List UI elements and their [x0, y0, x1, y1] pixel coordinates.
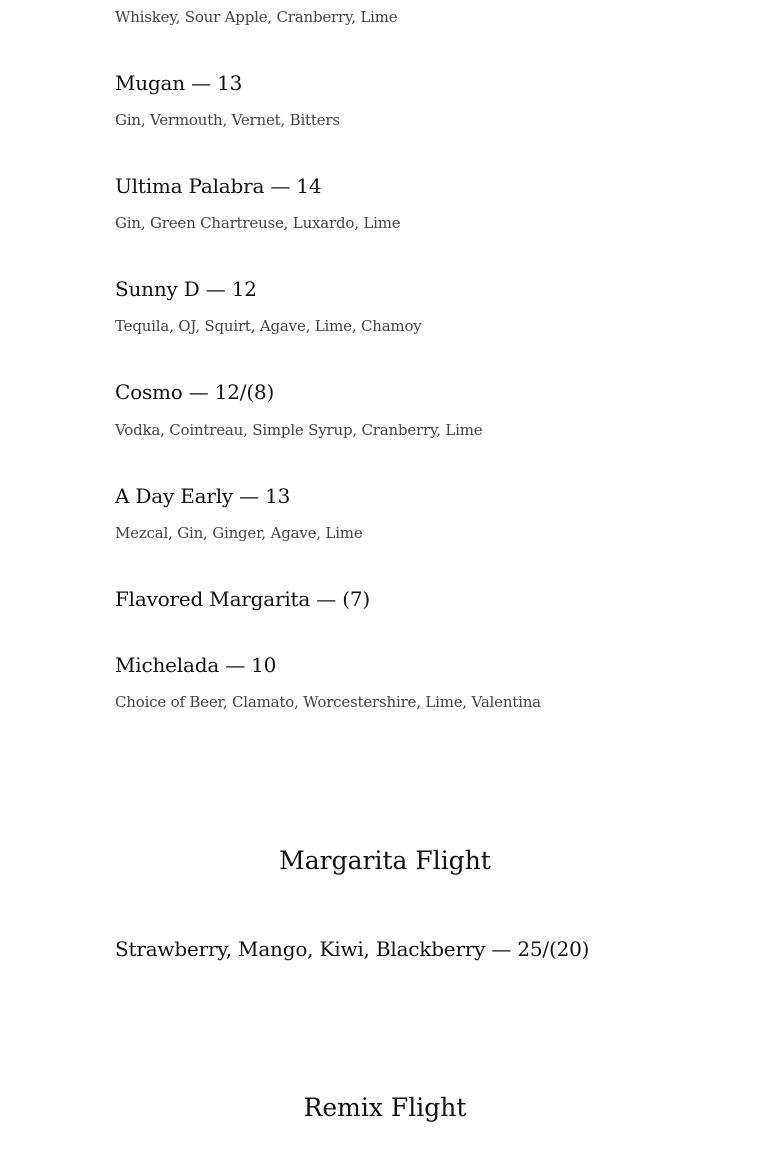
menu-item-description: Choice of Beer, Clamato, Worcestershire, Lime, Valentina — [115, 693, 541, 711]
menu-item-description: Whiskey, Sour Apple, Cranberry, Lime — [115, 8, 398, 26]
menu-item-name: Flavored Margarita — (7) — [115, 587, 370, 611]
menu-item-description: Vodka, Cointreau, Simple Syrup, Cranberry, Lime — [115, 421, 483, 439]
menu-item-description: Tequila, OJ, Squirt, Agave, Lime, Chamoy — [115, 317, 422, 335]
menu-item-name: Cosmo — 12/(8) — [115, 380, 275, 404]
menu-item-name: A Day Early — 13 — [115, 484, 291, 508]
section-heading-remix-flight: Remix Flight — [303, 1093, 467, 1122]
menu-item-name: Ultima Palabra — 14 — [115, 174, 322, 198]
menu-item-name: Mugan — 13 — [115, 71, 243, 95]
menu-item-description: Gin, Vermouth, Vernet, Bitters — [115, 111, 340, 129]
menu-item-description: Mezcal, Gin, Ginger, Agave, Lime — [115, 524, 363, 542]
section-heading-margarita-flight: Margarita Flight — [279, 846, 491, 875]
menu-item-name: Sunny D — 12 — [115, 277, 257, 301]
menu-item-name: Michelada — 10 — [115, 653, 277, 677]
menu-item-description: Gin, Green Chartreuse, Luxardo, Lime — [115, 214, 401, 232]
flight-item-name: Strawberry, Mango, Kiwi, Blackberry — 25/(20) — [115, 937, 590, 961]
